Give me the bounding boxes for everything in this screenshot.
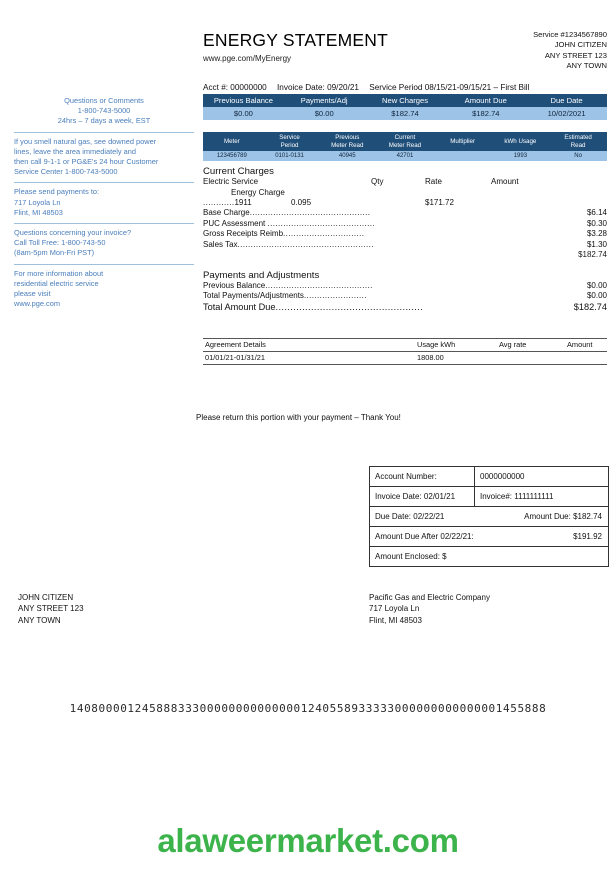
- stub-row-amount-due-after: [370, 527, 608, 547]
- account-number-text: Acct #: 00000000: [203, 83, 267, 92]
- stub-row-account-number: [370, 467, 608, 487]
- meter-col-estimated-read-l1: Estimated: [564, 134, 592, 141]
- agreement-col-details: Agreement Details: [205, 340, 266, 350]
- sidebar-invoice-questions-line[interactable]: Call Toll Free: 1-800-743-50: [14, 238, 106, 248]
- meter-col-meter-l1: Meter: [223, 137, 240, 145]
- energy-charge-dots: ............: [203, 197, 235, 207]
- meter-table-row: [203, 151, 607, 161]
- current-charges-heading: Current Charges: [203, 166, 274, 178]
- agreement-col-usage: Usage kWh: [417, 340, 456, 350]
- customer-address-line: ANY TOWN: [18, 615, 61, 625]
- charges-subtotal-row: [203, 250, 607, 261]
- electric-service-label: Electric Service: [203, 177, 259, 187]
- service-address-block: [533, 30, 607, 72]
- sidebar-payments-line: Please send payments to:: [14, 187, 100, 197]
- meter-value-previous-read: 40945: [318, 151, 376, 161]
- sidebar-gas-warning-line: Service Center 1-800-743-5000: [14, 167, 118, 177]
- stub-row-amount-enclosed[interactable]: [370, 547, 608, 567]
- summary-col-previous-balance: Previous Balance: [203, 94, 284, 107]
- stub-invoice-date: Invoice Date: 02/01/21: [375, 492, 456, 501]
- sidebar: [14, 92, 194, 314]
- sidebar-questions-title: Questions or Comments: [64, 96, 144, 105]
- payment-line-text: Previous Balance: [203, 280, 266, 290]
- meter-col-kwh-usage: [492, 132, 550, 151]
- stub-divider-1: [474, 467, 475, 486]
- customer-mailing-address: [18, 592, 84, 626]
- meter-col-multiplier-l1: Multiplier: [450, 137, 476, 145]
- stub-invoice-number: Invoice#: 1111111111: [480, 492, 554, 501]
- meter-value-meter: 123456789: [203, 151, 261, 161]
- payment-line-dots: .........................................: [265, 280, 373, 290]
- stub-row-due-date: [370, 507, 608, 527]
- account-line: [203, 83, 607, 92]
- sidebar-more-info-line: residential electric service: [14, 278, 99, 288]
- meter-col-current-read: [376, 132, 434, 151]
- charges-col-qty: Qty: [371, 177, 384, 187]
- energy-charge-label-row: [203, 188, 607, 198]
- summary-col-new-charges: New Charges: [365, 94, 446, 107]
- charge-line-row: [203, 229, 607, 239]
- stub-amount-due-after-label: Amount Due After 02/22/21:: [375, 532, 474, 541]
- meter-col-current-read-l2: Meter Read: [388, 141, 422, 149]
- energy-charge-qty-value: 1911: [234, 197, 252, 207]
- total-amount-due-label: [203, 302, 423, 312]
- meter-value-service-period: 0101-0131: [261, 151, 319, 161]
- agreement-period: 01/01/21-01/31/21: [205, 353, 265, 363]
- stub-divider-2: [474, 487, 475, 506]
- total-amount-due-dots: ..................................................: [275, 301, 424, 312]
- charge-line-dots: .........................................: [267, 218, 375, 228]
- stub-account-number-label: Account Number:: [375, 472, 437, 481]
- meter-col-service-period: [261, 132, 319, 151]
- page-title: ENERGY STATEMENT: [203, 30, 389, 50]
- payment-line-row: [203, 291, 607, 301]
- meter-col-previous-read: [318, 132, 376, 151]
- meter-table-header-row: [203, 132, 607, 151]
- charge-line-amount: $1.30: [586, 239, 607, 249]
- summary-table-header-row: [203, 94, 607, 107]
- summary-col-payments-adj: Payments/Adj: [284, 94, 365, 107]
- charge-line-text: PUC Assessment: [203, 218, 268, 228]
- sidebar-website-link[interactable]: www.pge.com: [14, 299, 61, 309]
- charge-line-label: [203, 229, 364, 238]
- meter-col-previous-read-l1: Previous: [335, 134, 360, 141]
- charge-line-text: Gross Receipts Reimb: [203, 229, 284, 239]
- meter-col-estimated-read: [549, 132, 607, 151]
- sidebar-gas-warning-line: If you smell natural gas, see downed power: [14, 136, 157, 146]
- charge-line-dots: ...............................: [283, 229, 365, 239]
- agreement-col-amount: Amount: [567, 340, 593, 350]
- meter-col-current-read-l1: Current: [394, 134, 416, 141]
- agreement-usage: 1808.00: [417, 353, 444, 363]
- meter-col-service-period-l2: Period: [280, 141, 299, 149]
- charge-line-row: [203, 240, 607, 250]
- sidebar-more-info-line: For more information about: [14, 268, 104, 278]
- payment-line-label: [203, 291, 367, 300]
- company-mailing-address: [369, 592, 490, 626]
- payments-heading: Payments and Adjustments: [203, 269, 320, 281]
- charge-line-dots: ....................................................: [237, 239, 374, 249]
- payment-line-dots: ........................: [303, 291, 367, 301]
- meter-col-multiplier: [434, 132, 492, 151]
- stub-due-date: Due Date: 02/22/21: [375, 512, 445, 521]
- summary-amount-due: $182.74: [445, 107, 526, 120]
- meter-col-previous-read-l2: Meter Read: [331, 141, 364, 149]
- charge-line-label: [203, 240, 374, 249]
- sidebar-invoice-questions-line: Questions concerning your invoice?: [14, 228, 132, 238]
- charge-line-amount: $6.14: [586, 208, 607, 218]
- agreement-data-row: [203, 352, 607, 365]
- agreement-header-row: [203, 338, 607, 352]
- summary-table: [203, 94, 607, 120]
- meter-col-meter: [203, 132, 261, 151]
- payment-line-amount: $0.00: [586, 280, 607, 290]
- meter-value-multiplier: [434, 151, 492, 161]
- charges-col-amount: Amount: [491, 177, 519, 187]
- meter-table: [203, 132, 607, 161]
- sidebar-questions-phone[interactable]: 1-800-743-5000: [77, 106, 131, 116]
- charge-line-label: [203, 208, 370, 217]
- summary-col-amount-due: Amount Due: [445, 94, 526, 107]
- sidebar-invoice-questions-block: [14, 224, 194, 264]
- charge-line-row: [203, 219, 607, 229]
- energy-charge-qty: [203, 198, 252, 207]
- payment-line-amount: $0.00: [586, 291, 607, 301]
- customer-address-line: ANY STREET 123: [18, 604, 84, 614]
- charges-col-rate: Rate: [425, 177, 442, 187]
- payment-stub-box: [369, 466, 609, 567]
- service-customer-city: ANY TOWN: [566, 61, 607, 71]
- stub-amount-due-after-value: $191.92: [573, 532, 602, 541]
- stub-account-number-value: 0000000000: [480, 472, 525, 481]
- header-website[interactable]: www.pge.com/MyEnergy: [203, 54, 292, 63]
- summary-col-due-date: Due Date: [526, 94, 607, 107]
- customer-address-line: JOHN CITIZEN: [18, 593, 74, 602]
- meter-value-current-read: 42701: [376, 151, 434, 161]
- charge-line-amount: $0.30: [586, 218, 607, 228]
- sidebar-gas-warning-line: lines, leave the area immediately and: [14, 146, 137, 156]
- summary-table-row: [203, 107, 607, 120]
- meter-col-estimated-read-l2: Read: [570, 141, 586, 149]
- micr-scanline: 140800001245888333000000000000001240558933333000000000000001455888: [69, 702, 547, 715]
- service-period-text: Service Period 08/15/21-09/15/21 – First Bill: [369, 83, 530, 92]
- agreement-col-avg-rate: Avg rate: [499, 340, 527, 350]
- meter-value-estimated-read: No: [549, 151, 607, 161]
- energy-charge-amount: $171.72: [425, 197, 454, 207]
- sidebar-gas-warning-line: then call 9-1-1 or PG&E's 24 hour Customer: [14, 157, 159, 167]
- sidebar-more-info-line: please visit: [14, 289, 51, 299]
- energy-charge-rate: 0.095: [291, 197, 312, 207]
- meter-value-kwh-usage: 1993: [492, 151, 550, 161]
- sidebar-payments-line: 717 Loyola Ln: [14, 197, 61, 207]
- statement-body: [203, 30, 607, 365]
- energy-charge-values-row: [203, 198, 607, 208]
- sidebar-questions-hours: 24hrs – 7 days a week, EST: [57, 116, 151, 126]
- return-portion-note: Please return this portion with your payment – Thank You!: [196, 413, 401, 422]
- charges-subtotal-amount: $182.74: [578, 249, 607, 259]
- sidebar-gas-warning-block: [14, 133, 194, 183]
- charge-line-text: Sales Tax: [203, 239, 238, 249]
- stub-row-invoice: [370, 487, 608, 507]
- company-address-line: Flint, MI 48503: [369, 615, 422, 625]
- sidebar-questions-block: [14, 92, 194, 132]
- energy-charge-label: Energy Charge: [231, 187, 285, 197]
- sidebar-payments-block: [14, 183, 194, 223]
- payment-line-text: Total Payments/Adjustments: [203, 291, 304, 301]
- charge-line-row: [203, 208, 607, 218]
- summary-previous-balance: $0.00: [203, 107, 284, 120]
- service-customer-street: ANY STREET 123: [544, 50, 607, 60]
- charge-line-label: [203, 219, 375, 228]
- charge-line-dots: ..............................................: [249, 208, 371, 218]
- sidebar-payments-line: Flint, MI 48503: [14, 207, 63, 217]
- stub-amount-enclosed-label: Amount Enclosed: $: [375, 552, 447, 561]
- total-amount-due-row: [203, 302, 607, 312]
- total-amount-due-value: $182.74: [573, 301, 607, 312]
- summary-due-date: 10/02/2021: [526, 107, 607, 120]
- agreement-details-table: [203, 338, 607, 365]
- service-customer-name: JOHN CITIZEN: [554, 40, 607, 50]
- electric-service-row: [203, 177, 607, 187]
- payment-line-label: [203, 281, 373, 290]
- sidebar-more-info-block: [14, 265, 194, 315]
- company-address-line: Pacific Gas and Electric Company: [369, 593, 490, 602]
- company-address-line: 717 Loyola Ln: [369, 604, 420, 614]
- invoice-date-text: Invoice Date: 09/20/21: [277, 83, 359, 92]
- sidebar-invoice-questions-line: (8am-5pm Mon-Fri PST): [14, 248, 95, 258]
- total-amount-due-text: Total Amount Due: [203, 301, 276, 312]
- service-number: Service #1234567890: [533, 30, 607, 39]
- charge-line-text: Base Charge: [203, 208, 250, 218]
- meter-col-kwh-usage-l1: kWh Usage: [504, 137, 537, 145]
- watermark-logo: alaweermarket.com: [157, 822, 459, 859]
- meter-col-service-period-l1: Service: [279, 134, 300, 141]
- payment-line-row: [203, 281, 607, 291]
- charge-line-amount: $3.28: [586, 229, 607, 239]
- summary-payments-adj: $0.00: [284, 107, 365, 120]
- summary-new-charges: $182.74: [365, 107, 446, 120]
- stub-amount-due: Amount Due: $182.74: [524, 512, 602, 521]
